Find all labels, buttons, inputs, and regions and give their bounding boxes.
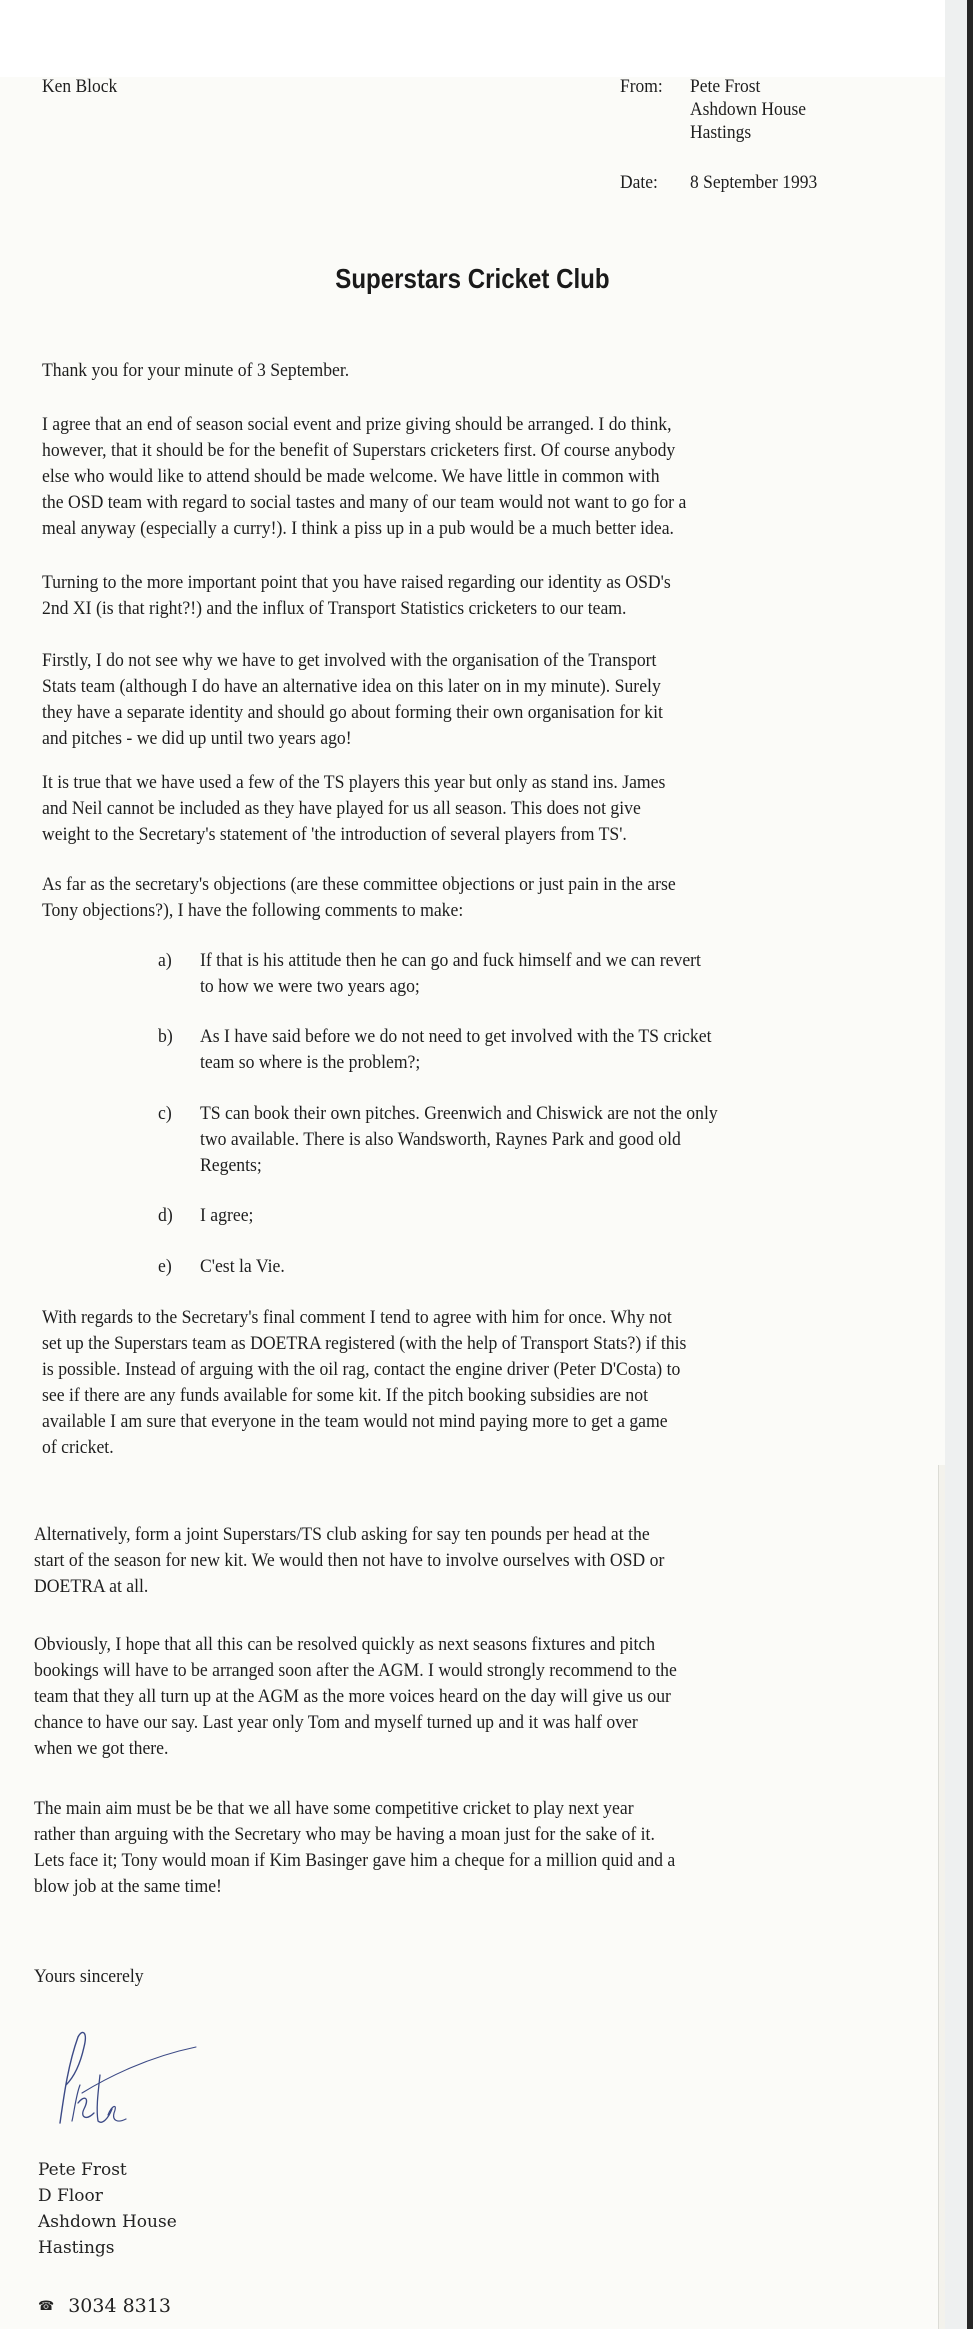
list-label: e) <box>158 1256 172 1277</box>
scan-margin <box>945 0 967 2329</box>
text-line: team that they all turn up at the AGM as the more voices heard on the day will give us our <box>34 1686 671 1707</box>
list-label: a) <box>158 950 172 971</box>
paragraph-social-event <box>42 412 735 542</box>
paragraph-identity <box>42 570 718 622</box>
text-line: Stats team (although I do have an alternative idea on this later on in my minute). Surely <box>42 676 661 697</box>
text-line: of cricket. <box>42 1437 114 1458</box>
text-line: available I am sure that everyone in the team would not mind paying more to get a game <box>42 1411 668 1432</box>
sender-line: D Floor <box>38 2186 103 2206</box>
text-line: rather than arguing with the Secretary who may be having a moan just for the sake of it. <box>34 1824 655 1845</box>
sender-line: Pete Frost <box>38 2160 127 2180</box>
from-line: Pete Frost <box>690 76 761 97</box>
paragraph-alternatively <box>34 1522 712 1600</box>
text-line: chance to have our say. Last year only Tom and myself turned up and it was half over <box>34 1712 638 1733</box>
list-label: d) <box>158 1205 173 1226</box>
paragraph-main-aim <box>34 1796 724 1900</box>
sender-phone <box>38 2294 171 2319</box>
text-line: I agree that an end of season social event and prize giving should be arranged. I do think, <box>42 414 672 435</box>
sender-address <box>38 2157 177 2261</box>
text-line: TS can book their own pitches. Greenwich and Chiswick are not the only <box>200 1103 718 1124</box>
text-line: If that is his attitude then he can go and fuck himself and we can revert <box>200 950 701 971</box>
text-line: It is true that we have used a few of the TS players this year but only as stand ins. James <box>42 772 666 793</box>
paragraph-objections <box>42 872 723 924</box>
text-line: and Neil cannot be included as they have played for us all season. This does not give <box>42 798 641 819</box>
text-line: and pitches - we did up until two years ago! <box>42 728 352 749</box>
text-line: the OSD team with regard to social tastes and many of our team would not want to go for a <box>42 492 687 513</box>
text-line: DOETRA at all. <box>34 1576 149 1597</box>
text-line: Regents; <box>200 1155 262 1176</box>
from-line: Hastings <box>690 122 752 143</box>
list-item <box>200 1203 257 1229</box>
list-item <box>200 1254 291 1280</box>
text-line: blow job at the same time! <box>34 1876 222 1897</box>
text-line: start of the season for new kit. We would then not have to involve ourselves with OSD or <box>34 1550 665 1571</box>
paragraph-obviously <box>34 1632 725 1762</box>
text-line: With regards to the Secretary's final comment I tend to agree with him for once. Why not <box>42 1307 672 1328</box>
handwritten-signature <box>48 2025 198 2130</box>
from-label: From: <box>620 76 663 97</box>
page-title: Superstars Cricket Club <box>335 263 610 294</box>
list-label: b) <box>158 1026 173 1047</box>
text-line: Tony objections?), I have the following comments to make: <box>42 900 464 921</box>
sender-line: Ashdown House <box>38 2212 177 2232</box>
text-line: else who would like to attend should be made welcome. We have little in common with <box>42 466 660 487</box>
text-line: The main aim must be be that we all have some competitive cricket to play next year <box>34 1798 634 1819</box>
text-line: when we got there. <box>34 1738 169 1759</box>
text-line: however, that it should be for the benefit of Superstars cricketers first. Of course anybody <box>42 440 676 461</box>
closing-text: Yours sincerely <box>34 1966 144 1987</box>
text-line: Obviously, I hope that all this can be resolved quickly as next seasons fixtures and pitch <box>34 1634 656 1655</box>
text-line: set up the Superstars team as DOETRA registered (with the help of Transport Stats?) if this <box>42 1333 687 1354</box>
list-label: c) <box>158 1103 172 1124</box>
text-line: two available. There is also Wandsworth, Raynes Park and good old <box>200 1129 681 1150</box>
text-line: 2nd XI (is that right?!) and the influx of Transport Statistics cricketers to our team. <box>42 598 627 619</box>
text-line: meal anyway (especially a curry!). I think a piss up in a pub would be a much better idea. <box>42 518 674 539</box>
list-item <box>200 1101 757 1179</box>
text-line: to how we were two years ago; <box>200 976 420 997</box>
paragraph-final-comment <box>42 1305 735 1461</box>
list-item <box>200 1024 750 1076</box>
text-line: Firstly, I do not see why we have to get involved with the organisation of the Transport <box>42 650 657 671</box>
text-line: As I have said before we do not need to get involved with the TS cricket <box>200 1026 712 1047</box>
sender-line: Hastings <box>38 2238 115 2258</box>
date-label: Date: <box>620 172 658 193</box>
memo-recipient: Ken Block <box>42 76 118 97</box>
scan-border <box>967 0 973 2329</box>
from-line: Ashdown House <box>690 99 807 120</box>
text-line: I agree; <box>200 1205 254 1226</box>
text-line: bookings will have to be arranged soon after the AGM. I would strongly recommend to the <box>34 1660 677 1681</box>
paragraph-thanks <box>42 358 372 384</box>
text-line: is possible. Instead of arguing with the oil rag, contact the engine driver (Peter D'Costa) to <box>42 1359 681 1380</box>
text-line: Alternatively, form a joint Superstars/TS club asking for say ten pounds per head at the <box>34 1524 650 1545</box>
text-line: As far as the secretary's objections (are these committee objections or just pain in the arse <box>42 874 676 895</box>
text-line: team so where is the problem?; <box>200 1052 421 1073</box>
text-line: weight to the Secretary's statement of 'the introduction of several players from TS'. <box>42 824 627 845</box>
memo-date: 8 September 1993 <box>690 172 818 193</box>
text-line: see if there are any funds available for some kit. If the pitch booking subsidies are not <box>42 1385 648 1406</box>
paragraph-firstly <box>42 648 710 752</box>
telephone-icon: ☎ <box>38 2299 55 2314</box>
text-line: Thank you for your minute of 3 September. <box>42 360 350 381</box>
text-line: Turning to the more important point that you have raised regarding our identity as OSD's <box>42 572 671 593</box>
closing <box>34 1964 152 1990</box>
text-line: Lets face it; Tony would moan if Kim Basinger gave him a cheque for a million quid and a <box>34 1850 676 1871</box>
text-line: they have a separate identity and should go about forming their own organisation for kit <box>42 702 663 723</box>
list-item <box>200 948 739 1000</box>
text-line: C'est la Vie. <box>200 1256 285 1277</box>
phone-number: 3034 8313 <box>68 2295 171 2317</box>
paragraph-ts-players <box>42 770 712 848</box>
